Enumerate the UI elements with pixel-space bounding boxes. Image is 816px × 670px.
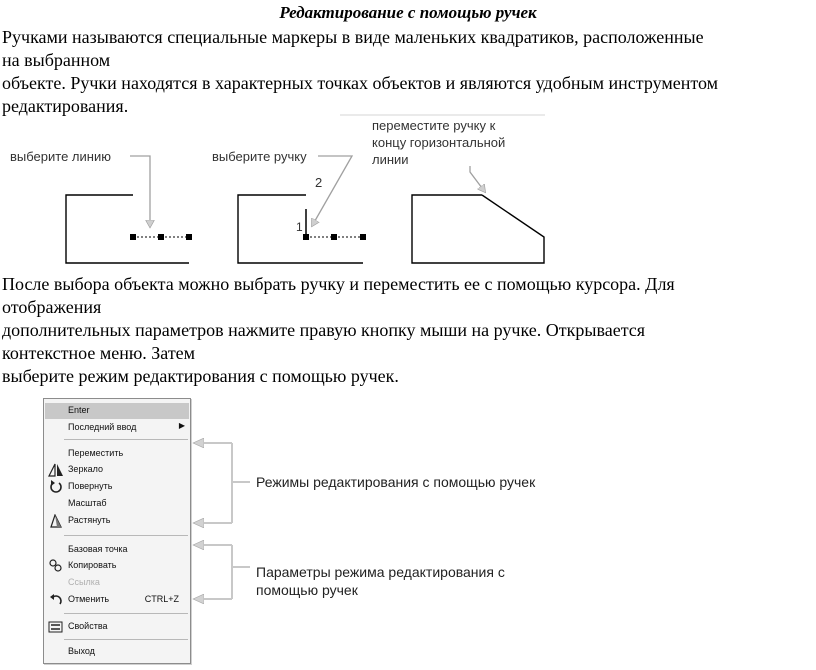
- move-grip-label-line: концу горизонтальной: [372, 135, 506, 150]
- instructions-paragraph: [2, 273, 814, 388]
- menu-item-label: Отменить: [68, 594, 110, 604]
- menu-item-label: Масштаб: [68, 498, 107, 508]
- grip-marker: [186, 234, 192, 240]
- modes-callout: Режимы редактирования с помощью ручек: [256, 474, 536, 490]
- intro-line: объекте. Ручки находятся в характерных точках объектов и являются удобным инструментом: [2, 73, 719, 93]
- grip-marker: [158, 234, 164, 240]
- page-title: Редактирование с помощью ручек: [279, 3, 537, 22]
- instructions-line: После выбора объекта можно выбрать ручку и переместить ее с помощью курсора. Для: [2, 274, 675, 294]
- step-1-label: 1: [296, 220, 303, 234]
- menu-item-label: Базовая точка: [68, 544, 128, 554]
- undo-shortcut: CTRL+Z: [144, 594, 179, 604]
- menu-item-label: Растянуть: [68, 515, 111, 525]
- menu-item-label: Свойства: [68, 621, 108, 631]
- move-grip-label-line: линии: [372, 152, 409, 167]
- intro-line: редактирования.: [2, 96, 129, 116]
- intro-paragraph: [2, 26, 814, 118]
- callout-arrows: [0, 395, 600, 670]
- context-menu-figure: [0, 395, 600, 670]
- instructions-line: дополнительных параметров нажмите правую кнопку мыши на ручке. Открывается: [2, 320, 646, 340]
- select-grip-arrow: [312, 156, 352, 226]
- params-callout-line2: помощью ручек: [256, 582, 358, 598]
- params-callout-line1: Параметры режима редактирования с: [256, 564, 505, 580]
- select-line-arrow: [130, 156, 150, 227]
- menu-item-label: Enter: [68, 405, 90, 415]
- menu-item-label: Последний ввод: [68, 422, 137, 432]
- menu-item-label: Повернуть: [68, 481, 113, 491]
- intro-line: на выбранном: [2, 50, 111, 70]
- instructions-line: контекстное меню. Затем: [2, 343, 196, 363]
- menu-item-label: Переместить: [68, 448, 124, 458]
- select-grip-label: выберите ручку: [212, 149, 307, 164]
- menu-item-label: Копировать: [68, 560, 117, 570]
- menu-item-label: Ссылка: [68, 577, 100, 587]
- shape-3-outline: [412, 195, 544, 263]
- grip-marker: [303, 234, 309, 240]
- step-2-label: 2: [315, 175, 323, 190]
- move-grip-arrow: [470, 166, 485, 192]
- grip-marker: [130, 234, 136, 240]
- grip-editing-diagram: [0, 114, 560, 274]
- intro-line: Ручками называются специальные маркеры в виде маленьких квадратиков, расположенные: [2, 27, 704, 47]
- grip-marker: [360, 234, 366, 240]
- submenu-arrow-icon: ▶: [178, 421, 185, 430]
- menu-item-label: Выход: [68, 646, 95, 656]
- shape-1-outline: [66, 195, 189, 263]
- select-line-label: выберите линию: [10, 149, 111, 164]
- grip-marker: [331, 234, 337, 240]
- move-grip-label-line: переместите ручку к: [372, 118, 496, 133]
- instructions-line: отображения: [2, 297, 102, 317]
- menu-item-label: Зеркало: [68, 464, 103, 474]
- instructions-line: выберите режим редактирования с помощью ручек.: [2, 366, 399, 386]
